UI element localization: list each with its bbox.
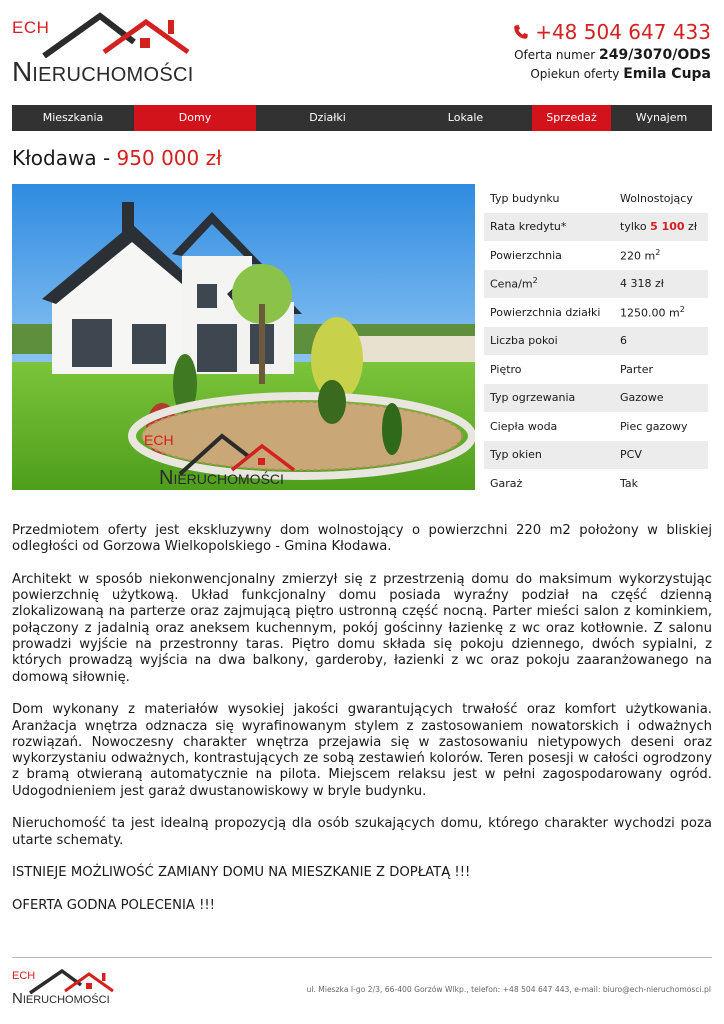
nav-item-dzialki[interactable]: Działki xyxy=(309,111,346,124)
spec-row-hot-water: Ciepła woda Piec gazowy xyxy=(490,419,688,433)
phone-icon xyxy=(513,24,529,40)
spec-row-garage: Garaż Tak xyxy=(490,476,639,490)
nav-item-lokale[interactable]: Lokale xyxy=(447,111,484,124)
spec-row-heating: Typ ogrzewania Gazowe xyxy=(484,384,708,413)
property-specs-table xyxy=(484,184,708,498)
spec-row-credit: Rata kredytu* tylko 5 100 zł xyxy=(484,213,708,242)
spec-row-rooms: Liczba pokoi 6 xyxy=(484,327,708,356)
logo-brand-text: NIERUCHOMOŚCI xyxy=(12,56,194,87)
nav-item-mieszkania[interactable]: Mieszkania xyxy=(42,111,104,124)
title-price: 950 000 zł xyxy=(116,146,222,170)
spec-row-plot-area: Powierzchnia działki 1250.00 $m^2$ xyxy=(490,304,685,320)
credit-amount: 5 100 xyxy=(650,220,685,234)
offer-number-line: Oferta numer 249/3070/ODS xyxy=(514,47,711,63)
nav-item-domy[interactable]: Domy xyxy=(134,105,256,131)
description-paragraph: Nieruchomość ta jest idealną propozycją dla osób szukających domu, którego charakter wychodzi poza utarte schematy. xyxy=(12,816,712,848)
spec-row-building-type: Typ budynku Wolnostojący xyxy=(490,191,693,205)
phone-link[interactable] xyxy=(513,20,711,44)
offer-number: 249/3070/ODS xyxy=(598,47,711,63)
spec-row-area: Powierzchnia 220 $m^2$ xyxy=(490,247,661,263)
logo-ech-text: ECH xyxy=(12,18,50,37)
company-logo[interactable] xyxy=(12,12,194,87)
agent-line: Opiekun oferty Emila Cupa xyxy=(530,66,711,82)
title-location: Kłodawa xyxy=(12,146,97,170)
description-paragraph: Dom wykonany z materiałów wysokiej jakości gwarantujących trwałość oraz komfort użytkowania. Aranżacja wnętrza odznacza się wyrafinowanym stylem z zastosowaniem nowatorskich i odważnych rozwiązań. Nowoczesny charakter wnętrza przejawia się w zastosowaniu nietypowych deseni oraz wykorzystaniu odważnych, kontrastujących ze sobą zestawień kolorów. Teren posesji w całości ogrodzony z bramą otwieraną automatycznie na pilota. Miejscem relaksu jest w pełni zagospodarowany ogród. Udogodnieniem jest garaż dwustanowiskowy w bryle budynku. xyxy=(12,702,712,799)
property-description xyxy=(12,523,712,930)
description-paragraph: ISTNIEJE MOŻLIWOŚĆ ZAMIANY DOMU NA MIESZKANIE Z DOPŁATĄ !!! xyxy=(12,865,471,881)
watermark-brand: NIERUCHOMOŚCI xyxy=(159,467,284,489)
footer-divider xyxy=(12,957,712,958)
nav-item-sprzedaz[interactable]: Sprzedaż xyxy=(532,105,611,131)
house-photo-illustration xyxy=(12,184,475,490)
agent-name: Emila Cupa xyxy=(623,66,711,82)
page-title: Kłodawa - 950 000 zł xyxy=(12,146,222,170)
spec-row-floor: Piętro Parter xyxy=(490,362,654,376)
footer-logo[interactable]: ECH NIERUCHOMOŚCI xyxy=(12,968,112,1008)
description-paragraph: OFERTA GODNA POLECENIA !!! xyxy=(12,897,215,913)
watermark-ech: ECH xyxy=(144,432,174,448)
contact-block xyxy=(513,20,711,82)
description-paragraph: Architekt w sposób niekonwencjonalny zmierzył się z przestrzenią domu do maksimum wykorzystując powierzchnię użytkową. Układ funkcjonalny domu posiada wyraźny podział na część dzienną zlokalizowaną na parterze oraz zajmującą piętro ustronną część nocną. Parter mieści salon z kominkiem, połączony z jadalnią oraz aneksem kuchennym, pokój gościnny łazienkę z wc oraz kotłownie. Z salonu prowadzi wyjście na przestronny taras. Piętro domu składa się pokoju dziennego, dwóch sypialni, z których prowadzą wyjścia na dwa balkony, garderoby, łazienki z wc oraz pokoju zaaranżowanego na domową siłownię. xyxy=(12,571,712,685)
property-photo[interactable] xyxy=(12,184,475,490)
spec-row-windows: Typ okien PCV xyxy=(484,441,708,470)
nav-item-wynajem[interactable]: Wynajem xyxy=(635,111,688,124)
phone-number: +48 504 647 433 xyxy=(535,20,711,44)
main-nav xyxy=(12,105,712,131)
footer-address: ul. Mieszka I-go 2/3, 66-400 Gorzów Wlkp., telefon: +48 504 647 443, e-mail: biuro@ech-nieruchomosci.pl xyxy=(306,985,711,994)
house-roof-icon xyxy=(42,12,192,58)
spec-row-price-per-m: Cena/$m^2$ 4 318 zł xyxy=(484,270,708,299)
description-paragraph: Przedmiotem oferty jest ekskluzywny dom wolnostojący o powierzchni 220 m2 położony w bliskiej odległości od Gorzowa Wielkopolskiego - Gmina Kłodawa. xyxy=(12,523,712,555)
